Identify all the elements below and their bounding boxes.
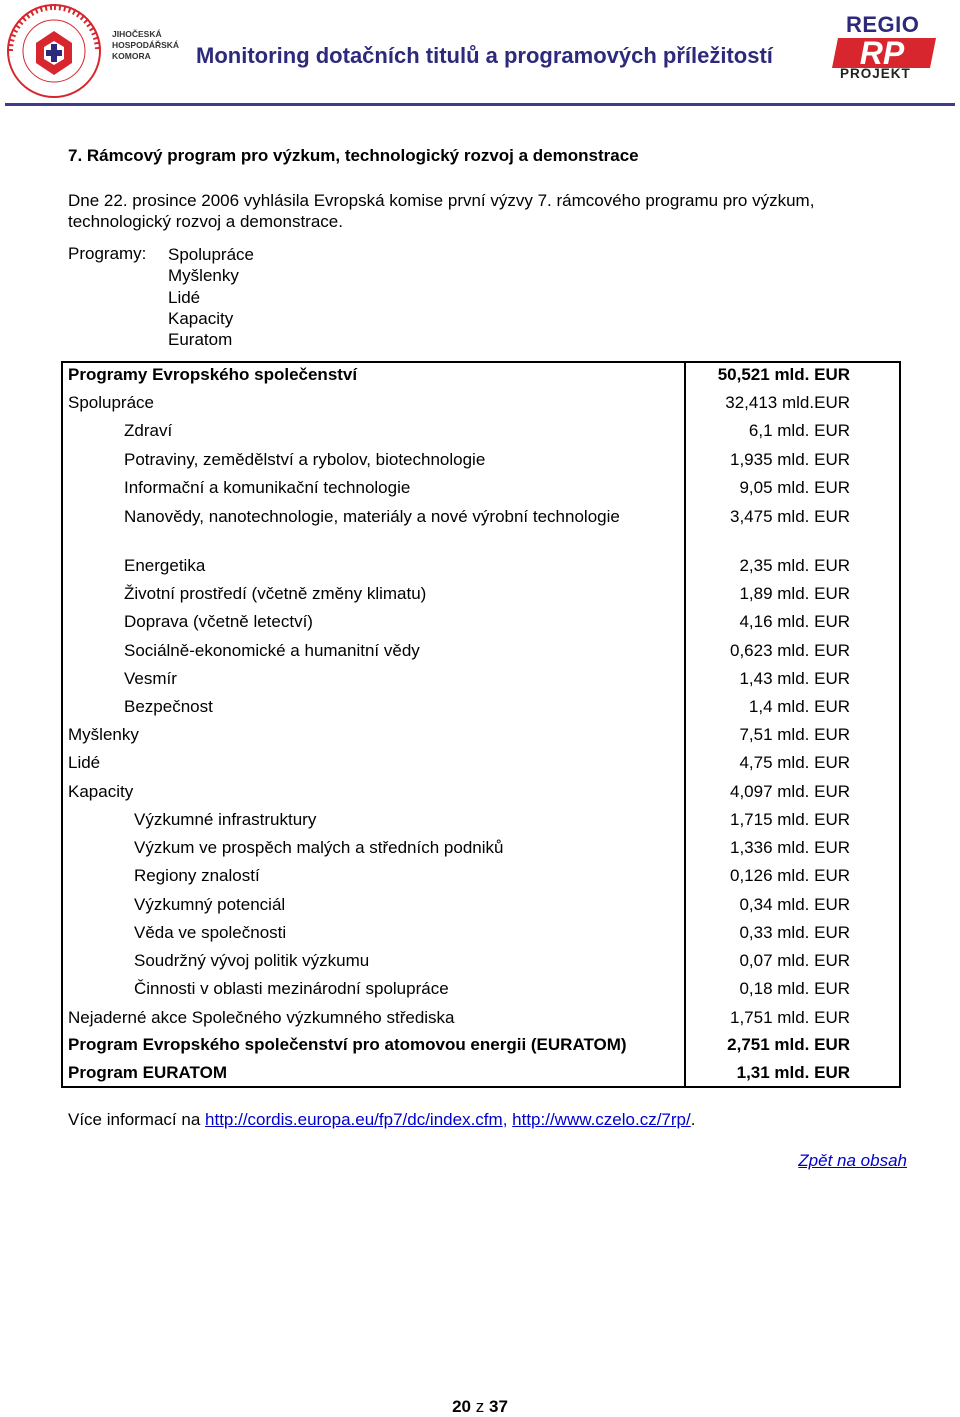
table-row-value: 2,751 mld. EUR xyxy=(727,1035,850,1054)
table-row-label: Sociálně-ekonomické a humanitní vědy xyxy=(124,641,420,660)
logo-regio-text: REGIO xyxy=(846,12,920,37)
page-current: 20 xyxy=(452,1397,472,1416)
czelo-link[interactable]: http://www.czelo.cz/7rp/ xyxy=(512,1110,691,1129)
table-row-value: 0,623 mld. EUR xyxy=(730,641,850,660)
table-row-label: Životní prostředí (včetně změny klimatu) xyxy=(124,584,427,603)
chamber-name: JIHOČESKÁ HOSPODÁŘSKÁ KOMORA xyxy=(112,29,180,61)
table-row-label: Výzkumné infrastruktury xyxy=(134,810,317,829)
table-row-label: Programy Evropského společenství xyxy=(68,365,358,384)
cordis-link[interactable]: http://cordis.europa.eu/fp7/dc/index.cfm xyxy=(205,1110,503,1129)
table-row-value: 3,475 mld. EUR xyxy=(730,507,850,526)
table-row-label: Soudržný vývoj politik výzkumu xyxy=(134,951,370,970)
table-row-value: 32,413 mld.EUR xyxy=(725,393,850,412)
table-row-value: 50,521 mld. EUR xyxy=(717,365,850,384)
table-row-value: 1,935 mld. EUR xyxy=(730,450,850,469)
table-row-value: 1,43 mld. EUR xyxy=(739,669,850,688)
table-row-label: Výzkumný potenciál xyxy=(134,895,286,914)
table-row-value: 6,1 mld. EUR xyxy=(748,421,850,440)
table-row-value: 2,35 mld. EUR xyxy=(739,556,850,575)
page-of: z xyxy=(475,1397,485,1416)
table-row-label: Výzkum ve prospěch malých a středních podniků xyxy=(134,838,504,857)
table-row-label: Regiony znalostí xyxy=(134,866,260,885)
more-info-line xyxy=(68,1110,695,1130)
table-row-value: 0,07 mld. EUR xyxy=(739,951,850,970)
header-divider xyxy=(5,103,955,106)
table-row-label: Nanovědy, nanotechnologie, materiály a nové výrobní technologie xyxy=(124,507,620,526)
table-row-value: 4,097 mld. EUR xyxy=(730,782,850,801)
table-row-label: Lidé xyxy=(68,753,101,772)
table-row-label: Energetika xyxy=(124,556,206,575)
table-row-label: Zdraví xyxy=(124,421,173,440)
table-row-label: Spolupráce xyxy=(68,393,155,412)
table-row-label: Program EURATOM xyxy=(68,1063,228,1082)
svg-text:RP: RP xyxy=(859,36,905,70)
table-row-label: Doprava (včetně letectví) xyxy=(124,612,313,631)
table-row-label: Kapacity xyxy=(68,782,134,801)
table-column-divider xyxy=(684,361,686,1088)
table-row-label: Bezpečnost xyxy=(124,697,213,716)
document-title: Monitoring dotačních titulů a programových příležitostí xyxy=(196,43,773,68)
table-row-value: 1,89 mld. EUR xyxy=(739,584,850,603)
table-row-label: Potraviny, zemědělství a rybolov, biotechnologie xyxy=(124,450,486,469)
table-row-label: Vesmír xyxy=(124,669,177,688)
page-number xyxy=(0,1397,960,1417)
sentence-end: . xyxy=(690,1110,696,1129)
intro-paragraph: Dne 22. prosince 2006 vyhlásila Evropská komise první výzvy 7. rámcového programu pro výzkum, technologický rozvoj a demonstrace. xyxy=(68,191,815,231)
table-row-value: 0,126 mld. EUR xyxy=(730,866,850,885)
table-row-label: Informační a komunikační technologie xyxy=(124,478,411,497)
programs-list xyxy=(168,244,254,350)
program-item: Lidé xyxy=(168,287,201,307)
table-row-value: 4,16 mld. EUR xyxy=(739,612,850,631)
table-row-value: 9,05 mld. EUR xyxy=(739,478,850,497)
table-row-label: Nejaderné akce Společného výzkumného střediska xyxy=(68,1008,455,1027)
table-row-value: 0,34 mld. EUR xyxy=(739,895,850,914)
program-item: Kapacity xyxy=(168,308,234,328)
table-row-label: Myšlenky xyxy=(68,725,139,744)
logo-projekt-text: PROJEKT xyxy=(840,66,911,81)
table-row-value: 0,18 mld. EUR xyxy=(739,979,850,998)
program-item: Myšlenky xyxy=(168,266,239,286)
table-row-value: 1,4 mld. EUR xyxy=(748,697,850,716)
table-row-label: Program Evropského společenství pro atomovou energii (EURATOM) xyxy=(68,1035,627,1054)
table-row-value: 1,715 mld. EUR xyxy=(730,810,850,829)
table-row-value: 4,75 mld. EUR xyxy=(739,753,850,772)
section-heading: 7. Rámcový program pro výzkum, technologický rozvoj a demonstrace xyxy=(68,146,639,165)
table-row-label: Věda ve společnosti xyxy=(134,923,287,942)
chamber-seal-logo xyxy=(6,3,102,99)
more-info-label: Více informací na xyxy=(68,1110,201,1129)
program-item: Spolupráce xyxy=(168,245,255,264)
table-row-value: 7,51 mld. EUR xyxy=(739,725,850,744)
back-to-contents-link[interactable]: Zpět na obsah xyxy=(798,1151,907,1170)
table-row-label: Činnosti v oblasti mezinárodní spolupráce xyxy=(134,979,449,998)
page-total: 37 xyxy=(488,1397,508,1416)
regio-rp-projekt-logo xyxy=(818,12,938,86)
table-row-value: 1,336 mld. EUR xyxy=(730,838,850,857)
programs-label: Programy: xyxy=(68,244,147,263)
logo-rp-mark xyxy=(830,36,938,70)
program-item: Euratom xyxy=(168,330,233,350)
table-row-value: 1,751 mld. EUR xyxy=(730,1008,850,1027)
link-separator[interactable]: , xyxy=(502,1110,508,1129)
table-row-value: 0,33 mld. EUR xyxy=(739,923,850,942)
table-row-value: 1,31 mld. EUR xyxy=(736,1063,850,1082)
